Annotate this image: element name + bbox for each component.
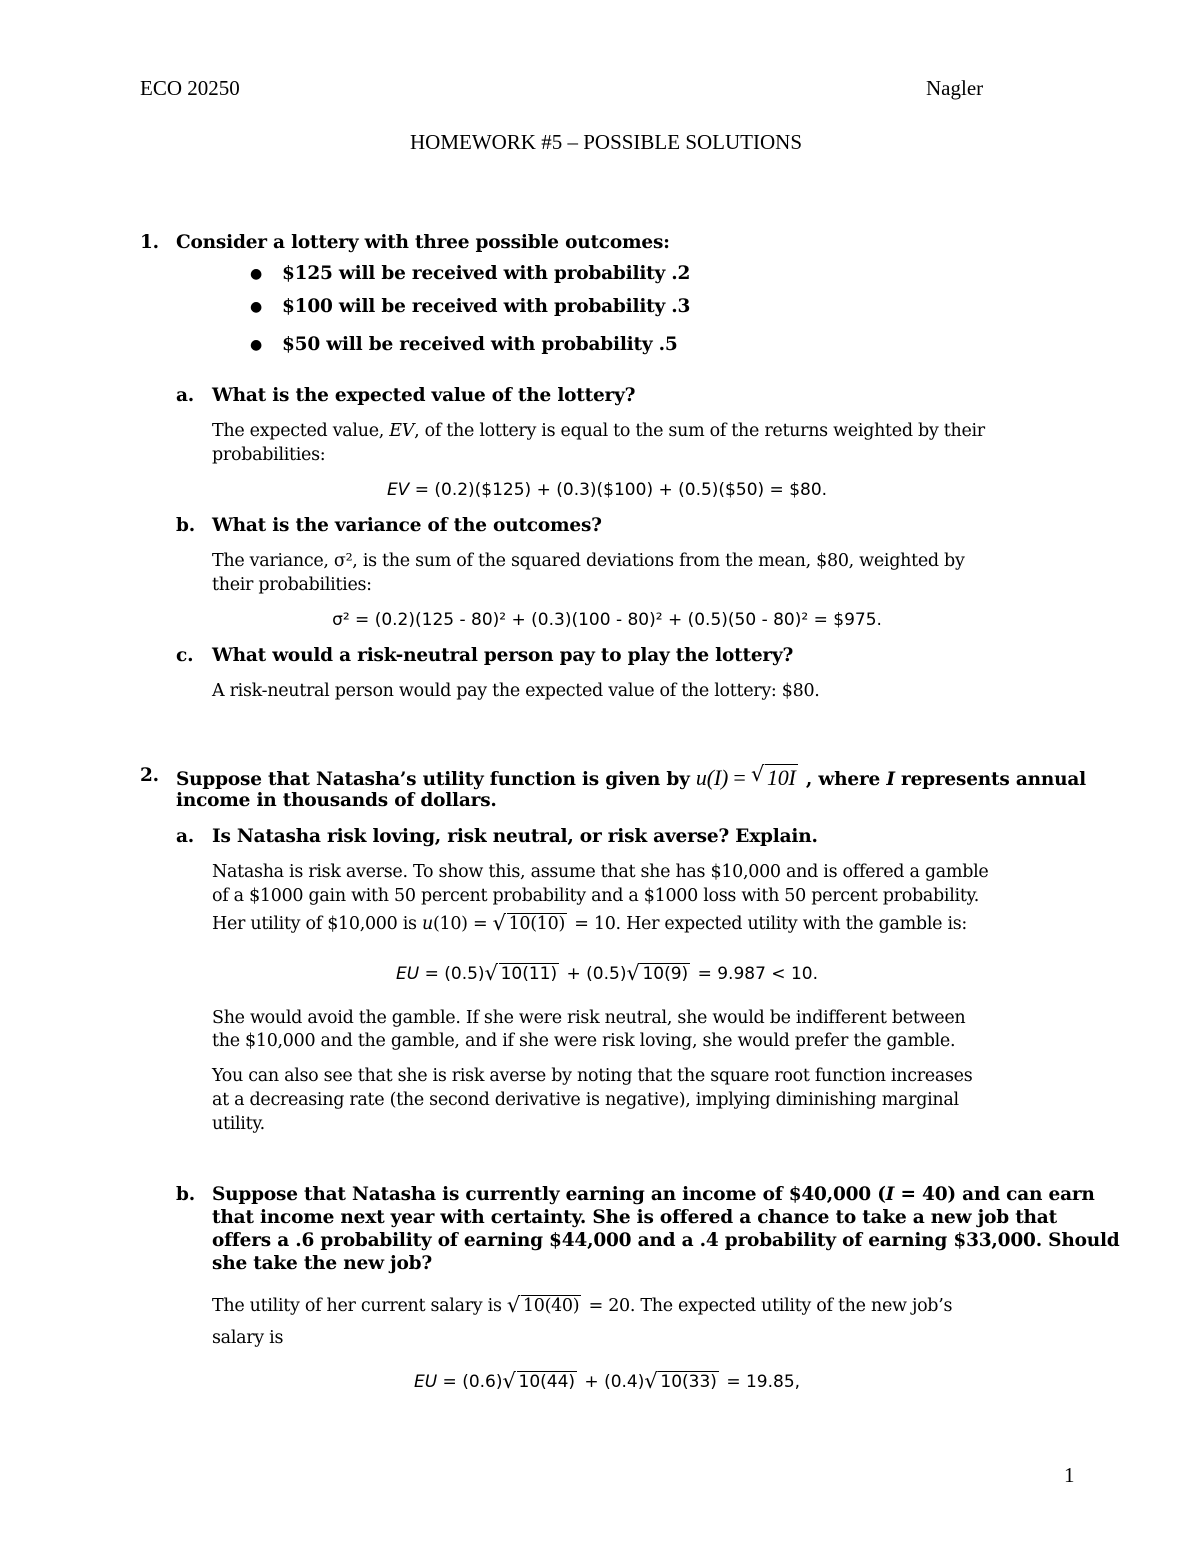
- part-2b-question-line-4: she take the new job?: [212, 1253, 433, 1274]
- answer-2b-equation: EU = (0.6)√ 10(44) + (0.4)√ 10(33) = 19.85,: [212, 1372, 1002, 1392]
- answer-2a-paragraph-3-line-1: You can also see that she is risk averse by noting that the square root function increases: [212, 1066, 973, 1086]
- part-2a-label: a.: [176, 826, 195, 847]
- answer-2a-line-1: Natasha is risk averse. To show this, assume that she has $10,000 and is offered a gamble: [212, 862, 989, 882]
- part-2a-question: Is Natasha risk loving, risk neutral, or risk averse? Explain.: [212, 826, 818, 847]
- question-2-number: 2.: [140, 765, 159, 786]
- question-2-text: Suppose that Natasha’s utility function is given by u(I) = √ 10I , where I represents annual: [176, 765, 1086, 791]
- author-name: Nagler: [926, 76, 984, 100]
- answer-1a-line-1: The expected value, EV, of the lottery is equal to the sum of the returns weighted by their: [212, 421, 985, 441]
- bullet-icon: ●: [250, 299, 263, 315]
- answer-2a-equation: EU = (0.5)√ 10(11) + (0.5)√ 10(9) = 9.987 < 10.: [212, 964, 1002, 984]
- part-1a-label: a.: [176, 385, 195, 406]
- answer-2a-paragraph-2-line-2: the $10,000 and the gamble, and if she were risk loving, she would prefer the gamble.: [212, 1031, 956, 1051]
- question-1-text: Consider a lottery with three possible outcomes:: [176, 232, 670, 253]
- answer-1a-line-2: probabilities:: [212, 445, 326, 465]
- answer-2a-paragraph-3-line-3: utility.: [212, 1114, 265, 1134]
- question-1-number: 1.: [140, 232, 159, 253]
- part-1c-label: c.: [176, 645, 194, 666]
- part-2b-question-line-1: Suppose that Natasha is currently earning an income of $40,000 (I = 40) and can earn: [212, 1184, 1095, 1205]
- page-number: 1: [1064, 1463, 1075, 1487]
- part-2b-question-line-2: that income next year with certainty. She is offered a chance to take a new job that: [212, 1207, 1057, 1228]
- answer-1b-equation: σ² = (0.2)(125 - 80)² + (0.3)(100 - 80)² + (0.5)(50 - 80)² = $975.: [332, 610, 882, 630]
- answer-1a-equation: EV = (0.2)($125) + (0.3)($100) + (0.5)($50) = $80.: [386, 480, 828, 500]
- part-1c-question: What would a risk-neutral person pay to play the lottery?: [212, 645, 794, 666]
- bullet-icon: ●: [250, 337, 263, 353]
- list-item: $125 will be received with probability .2: [282, 263, 691, 284]
- answer-1b-line-1: The variance, σ², is the sum of the squared deviations from the mean, $80, weighted by: [212, 551, 965, 571]
- answer-2a-paragraph-2-line-1: She would avoid the gamble. If she were risk neutral, she would be indifferent between: [212, 1008, 966, 1028]
- bullet-icon: ●: [250, 266, 263, 282]
- answer-1b-line-2: their probabilities:: [212, 575, 372, 595]
- answer-2b-line-1: The utility of her current salary is √ 10(40) = 20. The expected utility of the new job’s: [212, 1296, 952, 1316]
- answer-2a-line-2: of a $1000 gain with 50 percent probability and a $1000 loss with 50 percent probability.: [212, 886, 980, 906]
- list-item: $50 will be received with probability .5: [282, 334, 678, 355]
- course-code: ECO 20250: [140, 76, 240, 100]
- part-2b-label: b.: [176, 1184, 195, 1205]
- answer-2a-paragraph-3-line-2: at a decreasing rate (the second derivative is negative), implying diminishing marginal: [212, 1090, 959, 1110]
- part-2b-question-line-3: offers a .6 probability of earning $44,000 and a .4 probability of earning $33,000. Should: [212, 1230, 1120, 1251]
- answer-2b-line-2: salary is: [212, 1328, 284, 1348]
- part-1b-question: What is the variance of the outcomes?: [212, 515, 602, 536]
- answer-1c-line-1: A risk-neutral person would pay the expected value of the lottery: $80.: [212, 681, 820, 701]
- question-2-text-line-2: income in thousands of dollars.: [176, 790, 497, 811]
- part-1b-label: b.: [176, 515, 195, 536]
- answer-2a-line-3: Her utility of $10,000 is u(10) = √ 10(10) = 10. Her expected utility with the gamble is:: [212, 914, 967, 934]
- page-title: HOMEWORK #5 – POSSIBLE SOLUTIONS: [409, 130, 803, 154]
- list-item: $100 will be received with probability .3: [282, 296, 691, 317]
- part-1a-question: What is the expected value of the lottery?: [212, 385, 636, 406]
